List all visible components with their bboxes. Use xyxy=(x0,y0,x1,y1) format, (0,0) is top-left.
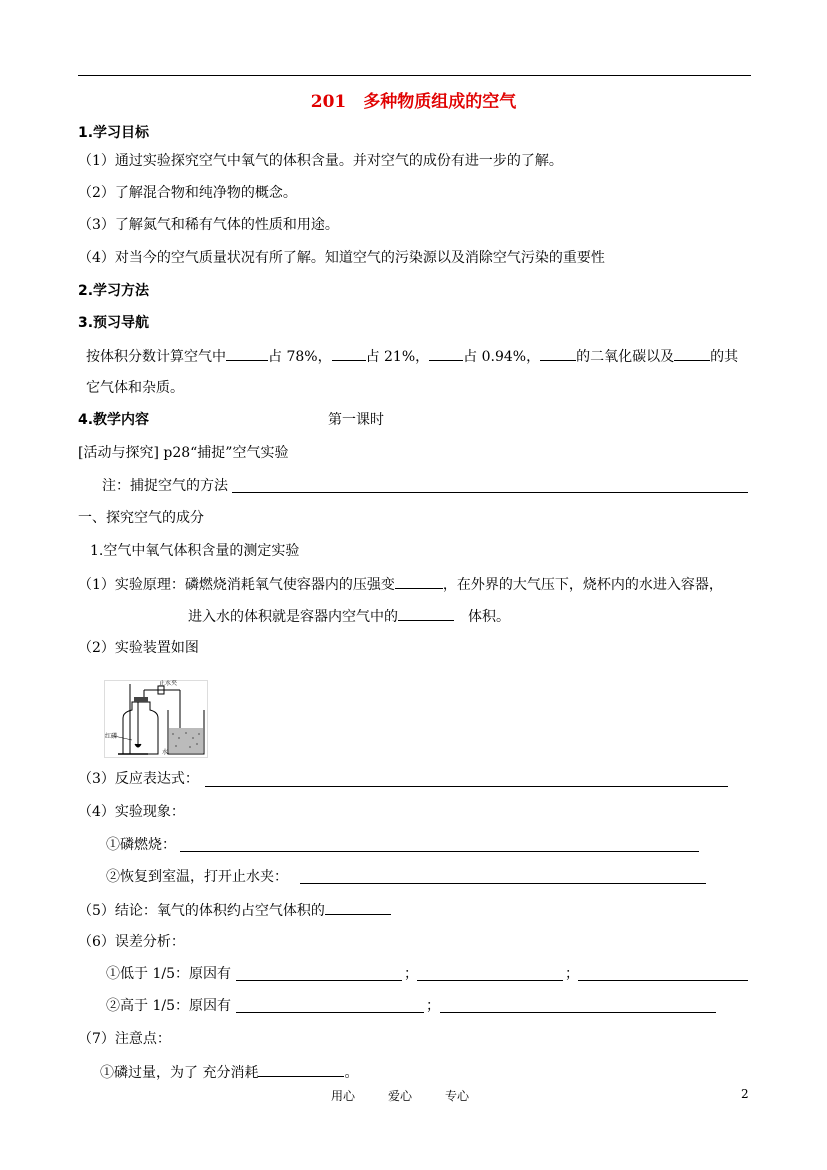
footer-right: 专心 xyxy=(445,1089,470,1103)
reaction-blank xyxy=(205,786,728,787)
section-heading-content: 4.教学内容 xyxy=(78,412,150,428)
separator: ； xyxy=(426,998,440,1014)
blank xyxy=(398,606,454,621)
section-heading-preview: 3.预习导航 xyxy=(78,315,150,331)
water-label: 水 xyxy=(162,749,169,756)
preview-text: 占 21%， xyxy=(365,349,430,365)
error-high-blank-1 xyxy=(236,1012,424,1013)
lesson-label: 第一课时 xyxy=(328,412,384,428)
note-text: ①磷过量，为了 充分消耗 xyxy=(100,1065,259,1081)
section-heading-goals: 1.学习目标 xyxy=(78,125,150,141)
separator: ； xyxy=(565,966,579,982)
page-title: 201 多种物质组成的空气 xyxy=(310,92,517,112)
section-heading-methods: 2.学习方法 xyxy=(78,283,150,299)
blank xyxy=(325,900,391,915)
phenomenon-1-blank xyxy=(180,851,699,852)
error-high-blank-2 xyxy=(440,1012,716,1013)
phosphorus-label: 红磷 xyxy=(105,733,118,740)
phenomenon-1: ①磷燃烧： xyxy=(106,837,176,853)
preview-text: 占 78%， xyxy=(268,349,332,365)
reaction-label: （3）反应表达式： xyxy=(78,771,199,787)
error-low-blank-1 xyxy=(236,980,402,981)
blank xyxy=(429,346,463,361)
error-low-blank-2 xyxy=(417,980,563,981)
blank xyxy=(674,346,710,361)
preview-paragraph-line2: 它气体和杂质。 xyxy=(86,380,184,396)
clamp-label: 止水夹 xyxy=(159,680,178,687)
notes-label: （7）注意点： xyxy=(78,1031,171,1047)
note-text: 。 xyxy=(344,1065,359,1081)
blank xyxy=(540,346,576,361)
apparatus-diagram xyxy=(104,680,208,758)
principle-text: 进入水的体积就是容器内空气中的 xyxy=(188,609,398,625)
sub-heading: 1.空气中氧气体积含量的测定实验 xyxy=(90,543,300,559)
error-high: ②高于 1/5：原因有 xyxy=(106,998,231,1014)
goal-item-1: （1）通过实验探究空气中氧气的体积含量。并对空气的成份有进一步的了解。 xyxy=(78,153,563,169)
preview-paragraph-line1 xyxy=(86,346,738,366)
footer-left: 用心 xyxy=(331,1089,356,1103)
conclusion-text: （5）结论：氧气的体积约占空气体积的 xyxy=(78,903,325,919)
footer-mid: 爱心 xyxy=(388,1089,413,1103)
principle-line2 xyxy=(188,606,510,626)
goal-item-2: （2）了解混合物和纯净物的概念。 xyxy=(78,185,297,201)
activity-title: [活动与探究] p28“捕捉”空气实验 xyxy=(78,445,289,461)
conclusion-line xyxy=(78,900,391,920)
blank xyxy=(332,346,366,361)
separator: ； xyxy=(404,966,418,982)
principle-text: （1）实验原理：磷燃烧消耗氧气使容器内的压强变 xyxy=(78,577,395,593)
goal-item-3: （3）了解氮气和稀有气体的性质和用途。 xyxy=(78,217,339,233)
preview-text: 占 0.94%， xyxy=(463,349,541,365)
preview-text: 的其 xyxy=(710,349,739,365)
error-analysis-label: （6）误差分析： xyxy=(78,934,185,950)
error-low-blank-3 xyxy=(578,980,748,981)
page-number: 2 xyxy=(741,1087,749,1101)
principle-text: 体积。 xyxy=(468,609,510,625)
part-heading: 一、探究空气的成分 xyxy=(78,510,204,526)
apparatus-label: （2）实验装置如图 xyxy=(78,640,199,656)
note-line: 注：捕捉空气的方法 xyxy=(102,478,228,494)
note-blank xyxy=(232,492,748,493)
note-item-1 xyxy=(100,1062,358,1082)
blank xyxy=(258,1062,344,1077)
error-low: ①低于 1/5：原因有 xyxy=(106,966,231,982)
preview-text: 按体积分数计算空气中 xyxy=(86,349,226,365)
principle-text: ，在外界的大气压下，烧杯内的水进入容器， xyxy=(442,577,723,593)
phenomenon-label: （4）实验现象： xyxy=(78,804,185,820)
phenomenon-2-blank xyxy=(300,883,706,884)
blank xyxy=(395,574,443,589)
phenomenon-2: ②恢复到室温，打开止水夹： xyxy=(106,869,288,885)
preview-text: 的二氧化碳以及 xyxy=(576,349,675,365)
goal-item-4: （4）对当今的空气质量状况有所了解。知道空气的污染源以及消除空气污染的重要性 xyxy=(78,250,605,266)
principle-line1 xyxy=(78,574,723,594)
blank xyxy=(226,346,268,361)
header-rule xyxy=(78,75,751,76)
